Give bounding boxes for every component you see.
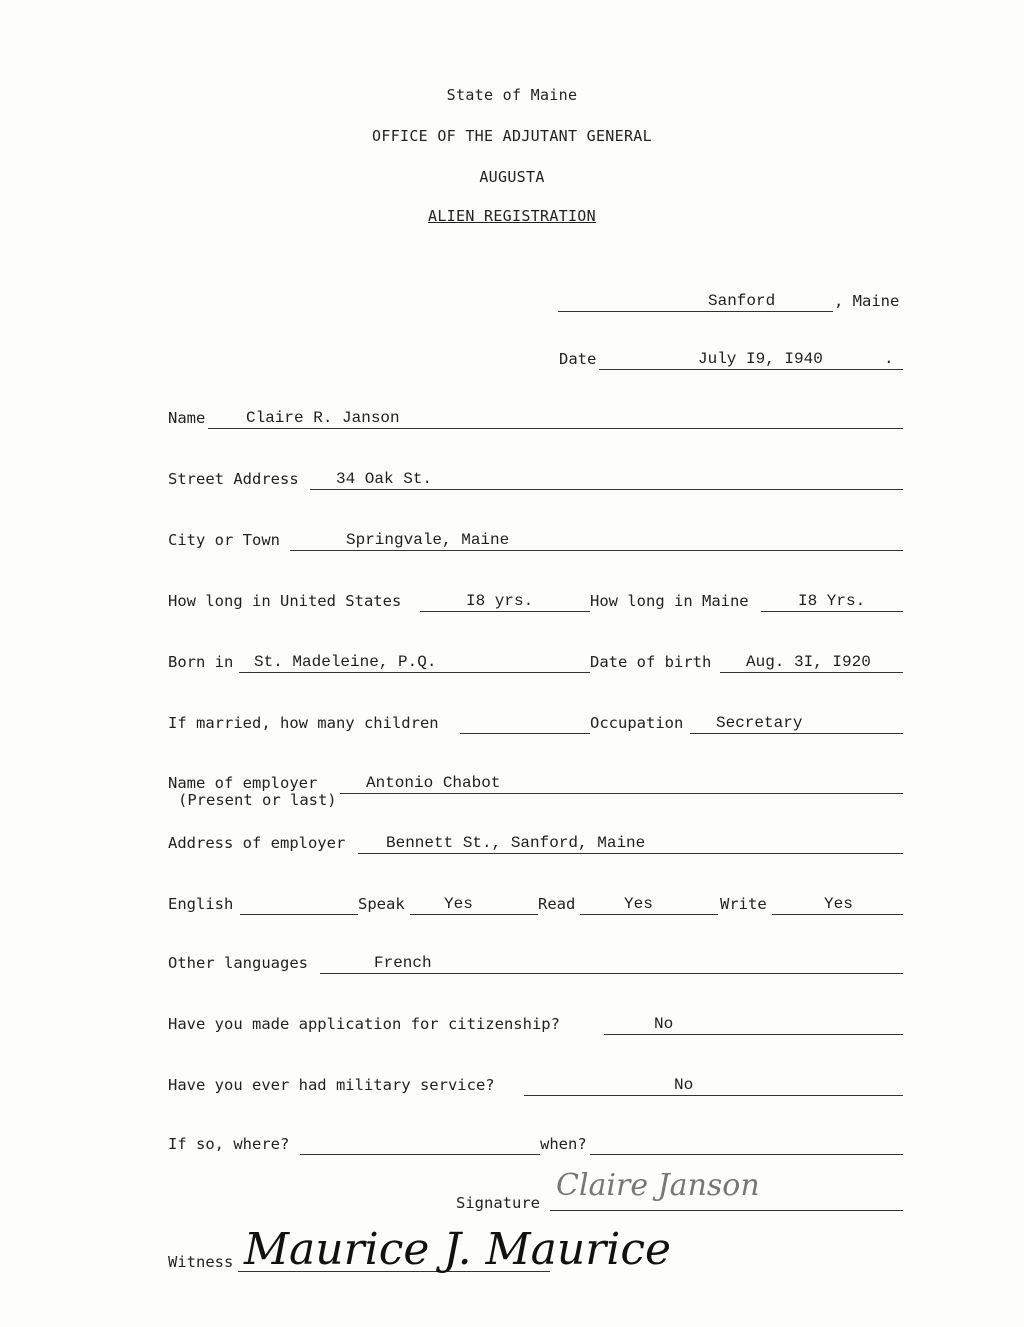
name-row	[168, 401, 903, 431]
name-label: Name	[168, 409, 206, 427]
town-value: Sanford	[708, 292, 776, 310]
languages-value: French	[374, 954, 432, 972]
form-title: ALIEN REGISTRATION	[428, 207, 596, 225]
citizenship-label: Have you made application for citizenship?	[168, 1015, 560, 1033]
read-label: Read	[538, 895, 576, 913]
dob-value: Aug. 3I, I920	[746, 653, 871, 671]
street-label: Street Address	[168, 470, 299, 488]
where-label: If so, where?	[168, 1135, 290, 1153]
employer-address-label: Address of employer	[168, 834, 346, 852]
street-row	[168, 462, 903, 492]
us-years-value: I8 yrs.	[466, 592, 534, 610]
english-row	[168, 887, 903, 917]
date-row	[168, 342, 903, 372]
birth-row	[168, 645, 903, 675]
languages-label: Other languages	[168, 954, 308, 972]
date-value: July I9, I940	[698, 350, 823, 368]
write-value: Yes	[824, 895, 853, 913]
english-blank	[240, 890, 358, 915]
military-label: Have you ever had military service?	[168, 1076, 495, 1094]
speak-value: Yes	[444, 895, 473, 913]
witness-handwriting: Maurice J. Maurice	[244, 1224, 672, 1275]
signature-label: Signature	[456, 1194, 540, 1212]
city-heading: AUGUSTA	[479, 168, 545, 186]
witness-label: Witness	[168, 1253, 234, 1271]
town-blank	[558, 287, 833, 312]
children-label: If married, how many children	[168, 714, 439, 732]
employer-address-value: Bennett St., Sanford, Maine	[386, 834, 646, 852]
name-value: Claire R. Janson	[246, 409, 400, 427]
city-row	[168, 523, 903, 553]
city-value: Springvale, Maine	[346, 531, 510, 549]
military-row	[168, 1068, 903, 1098]
city-label: City or Town	[168, 531, 280, 549]
languages-row	[168, 946, 903, 976]
when-label: when?	[540, 1135, 587, 1153]
where-blank	[300, 1130, 540, 1155]
maine-years-value: I8 Yrs.	[798, 592, 866, 610]
us-years-label: How long in United States	[168, 592, 402, 610]
town-row	[168, 284, 903, 314]
speak-blank	[410, 890, 538, 915]
state-suffix: , Maine	[834, 292, 900, 310]
born-value: St. Madeleine, P.Q.	[254, 653, 437, 671]
employer-label: Name of employer	[168, 774, 318, 792]
citizenship-blank	[604, 1010, 903, 1035]
street-value: 34 Oak St.	[336, 470, 433, 488]
born-label: Born in	[168, 653, 234, 671]
family-row	[168, 706, 903, 736]
write-label: Write	[720, 895, 767, 913]
employer-value: Antonio Chabot	[366, 774, 501, 792]
occupation-label: Occupation	[590, 714, 684, 732]
citizenship-row	[168, 1007, 903, 1037]
when-blank	[590, 1130, 903, 1155]
residence-row	[168, 584, 903, 614]
military-blank	[524, 1071, 903, 1096]
date-label: Date	[559, 350, 597, 368]
signature-handwriting: Claire Janson	[556, 1168, 760, 1203]
english-label: English	[168, 895, 234, 913]
speak-label: Speak	[358, 895, 405, 913]
read-value: Yes	[624, 895, 653, 913]
service-row	[168, 1127, 903, 1157]
dob-label: Date of birth	[590, 653, 712, 671]
maine-years-label: How long in Maine	[590, 592, 749, 610]
date-end: .	[884, 350, 894, 368]
children-blank	[460, 709, 590, 734]
employer-sublabel: (Present or last)	[178, 791, 337, 809]
employer-address-row	[168, 826, 903, 856]
military-value: No	[674, 1076, 694, 1094]
occupation-value: Secretary	[716, 714, 803, 732]
citizenship-value: No	[654, 1015, 674, 1033]
office-heading: OFFICE OF THE ADJUTANT GENERAL	[372, 127, 652, 145]
state-heading: State of Maine	[446, 86, 578, 104]
